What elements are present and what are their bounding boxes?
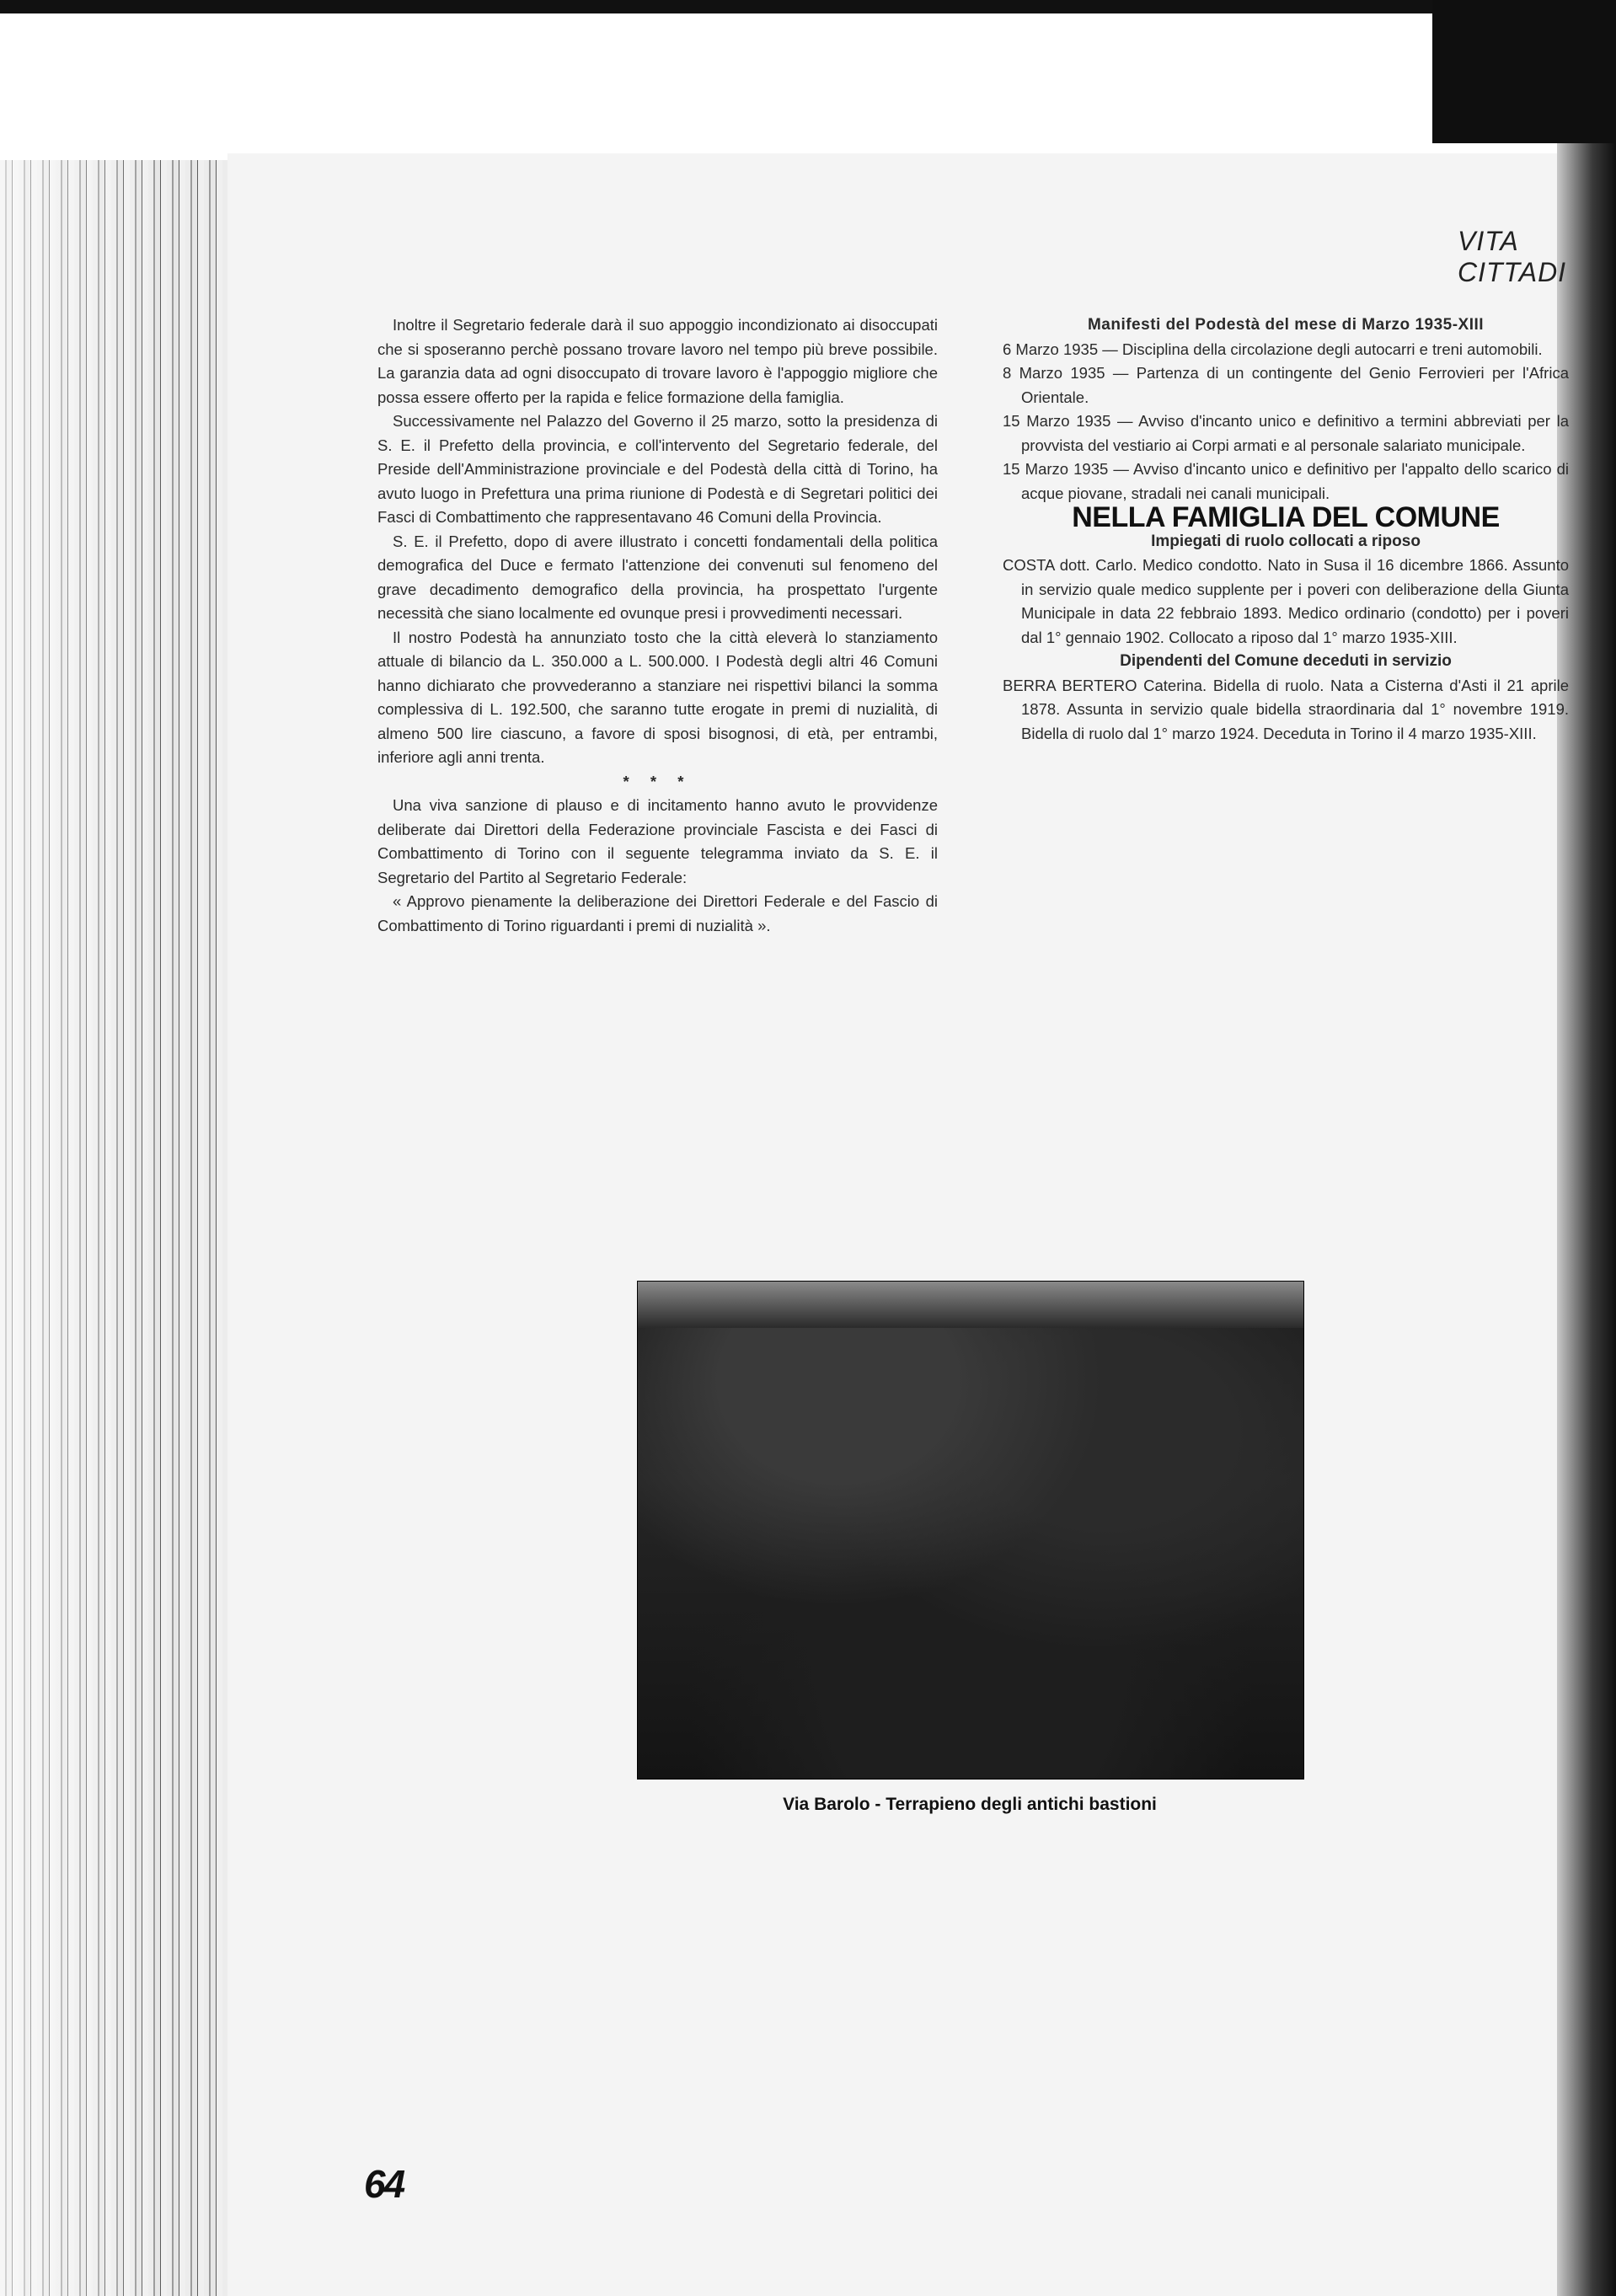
manifesto-entry: 6 Marzo 1935 — Disciplina della circolazione degli autocarri e treni automobili. xyxy=(1003,340,1543,358)
scan-corner-shadow xyxy=(1432,0,1616,143)
deceased-heading: Dipendenti del Comune deceduti in servizio xyxy=(1120,652,1452,670)
page-edge-fade xyxy=(0,160,227,2296)
paragraph: Una viva sanzione di plauso e di incitamento hanno avuto le provvidenze deliberate dai Direttori della Federazione provinciale Fascista e dei Fasci di Combattimento di Torino con il seguente telegramma inviato da S. E. il Segretario del Partito al Segretario Federale: xyxy=(377,796,938,886)
paragraph: Successivamente nel Palazzo del Governo il 25 marzo, sotto la presidenza di S. E. il Prefetto della provincia, e coll'intervento del Segretario federale, del Preside dell'Amministrazione provinciale e del Podestà della città di Torino, ha avuto luogo in Prefettura una prima riunione di Podestà e di Segretari politici dei Fasci di Combattimento che rappresentavano 46 Comuni della Provincia. xyxy=(377,412,938,526)
section-separator: * * * xyxy=(623,772,693,790)
left-column xyxy=(377,313,938,938)
street-photo xyxy=(637,1281,1304,1780)
manifesto-entry: 15 Marzo 1935 — Avviso d'incanto unico e definitivo per l'appalto dello scarico di acque piovane, stradali nei canali municipali. xyxy=(1003,460,1569,502)
manifesto-entry: 8 Marzo 1935 — Partenza di un contingente del Genio Ferrovieri per l'Africa Orientale. xyxy=(1003,364,1569,406)
manifesti-heading: Manifesti del Podestà del mese di Marzo 1935-XIII xyxy=(1087,316,1485,334)
paragraph: S. E. il Prefetto, dopo di avere illustrato i concetti fondamentali della politica demografica del Duce e fermato l'attenzione dei convenuti sul fenomeno del grave decadimento demografico della provincia, ha prospettato l'urgente necessità che siano localmente ed ovunque presi i provvedimenti necessari. xyxy=(377,532,938,622)
scan-top-edge xyxy=(0,0,1441,13)
photo-caption: Via Barolo - Terrapieno degli antichi bastioni xyxy=(783,1795,1157,1814)
paragraph: Inoltre il Segretario federale darà il suo appoggio incondizionato ai disoccupati che si sposeranno perchè possano trovare lavoro nel tempo più breve possibile. La garanzia data ad ogni disoccupato di trovare lavoro è l'appoggio migliore che possa essere offerto per la rapida e felice formazione della famiglia. xyxy=(377,316,938,406)
page-number: 64 xyxy=(364,2162,404,2206)
retired-entry: COSTA dott. Carlo. Medico condotto. Nato in Susa il 16 dicembre 1866. Assunto in servizio quale medico supplente per i poveri con deliberazione della Giunta Municipale in data 22 febbraio 1893. Medico ordinario (condotto) per i poveri dal 1° gennaio 1902. Collocato a riposo dal 1° marzo 1935-XIII. xyxy=(1003,556,1569,646)
retired-heading: Impiegati di ruolo collocati a riposo xyxy=(1151,532,1421,550)
manifesto-entry: 15 Marzo 1935 — Avviso d'incanto unico e definitivo a termini abbreviati per la provvista del vestiario ai Corpi armati e al personale salariato municipale. xyxy=(1003,412,1569,454)
photo-sky xyxy=(638,1282,1303,1328)
section-title: NELLA FAMIGLIA DEL COMUNE xyxy=(1072,501,1500,533)
paragraph: Il nostro Podestà ha annunziato tosto che la città eleverà lo stanziamento attuale di bilancio da L. 350.000 a L. 500.000. I Podestà degli altri 46 Comuni hanno dichiarato che provvederanno a stanziare nei rispettivi bilanci la somma complessiva di L. 192.500, che saranno tutte erogate in premi di nuzialità, di almeno 500 lire ciascuno, a favore di sposi bisognosi, di età, per entrambi, inferiore agli anni trenta. xyxy=(377,628,938,766)
running-head: VITA CITTADI xyxy=(1458,226,1567,287)
quotation: « Approvo pienamente la deliberazione dei Direttori Federale e del Fascio di Combattimento di Torino riguardanti i premi di nuzialità ». xyxy=(377,892,938,934)
right-column xyxy=(1003,313,1569,746)
deceased-entry: BERRA BERTERO Caterina. Bidella di ruolo. Nata a Cisterna d'Asti il 21 aprile 1878. Assunta in servizio quale bidella straordinaria dal 1° novembre 1919. Bidella di ruolo dal 1° marzo 1924. Deceduta in Torino il 4 marzo 1935-XIII. xyxy=(1003,676,1569,742)
scan-top-margin xyxy=(0,0,1616,156)
